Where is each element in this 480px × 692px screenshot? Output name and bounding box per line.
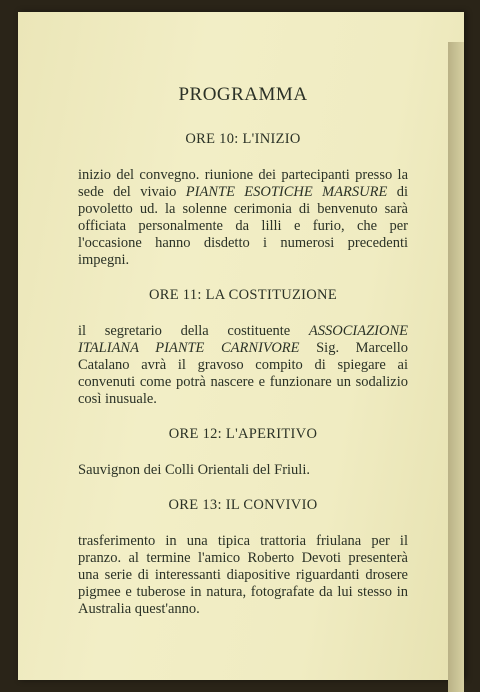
section-text-part: il segretario della costituente <box>78 323 309 339</box>
programma-content <box>78 84 408 636</box>
section-heading-ore-11: ORE 11: LA COSTITUZIONE <box>148 287 337 303</box>
section-heading-ore-13: ORE 13: IL CONVIVIO <box>168 497 318 513</box>
section-text-ore-12 <box>78 462 408 479</box>
page-title: PROGRAMMA <box>178 84 308 105</box>
section-text-ore-13 <box>78 533 408 618</box>
section-text-emphasis: PIANTE ESOTICHE MARSURE <box>185 184 388 200</box>
section-text-ore-11 <box>78 323 408 408</box>
section-text-part: trasferimento in una tipica trattoria friulana per il pranzo. al termine l'amico Roberto Devoti presenterà una serie di interessanti diapositive riguardanti drosere pigmee e tuberose in natura, fotografate da lui stesso in Australia quest'anno. <box>78 533 408 617</box>
section-text-emphasis: ASSOCIAZIONE ITALIANA PIANTE CARNIVORE <box>78 323 408 356</box>
section-heading-ore-12: ORE 12: L'APERITIVO <box>168 426 318 442</box>
section-heading-ore-10: ORE 10: L'INIZIO <box>185 131 301 147</box>
section-text-ore-10 <box>78 167 408 269</box>
page-sheet <box>18 12 464 680</box>
next-page-edge <box>448 42 464 692</box>
section-text-part: Sauvignon dei Colli Orientali del Friuli. <box>78 462 310 478</box>
section-text-part: inizio del convegno. riunione dei partecipanti presso la sede del vivaio <box>78 167 408 200</box>
section-text-part: Sig. Marcello Catalano avrà il gravoso compito di spiegare ai convenuti come potrà nascere e funzionare un sodalizio così inusuale. <box>78 340 408 407</box>
section-text-part: di povoletto ud. la solenne cerimonia di benvenuto sarà officiata personalmente da lilli e furio, che per l'occasione hanno disdetto i numerosi precedenti impegni. <box>78 184 408 268</box>
